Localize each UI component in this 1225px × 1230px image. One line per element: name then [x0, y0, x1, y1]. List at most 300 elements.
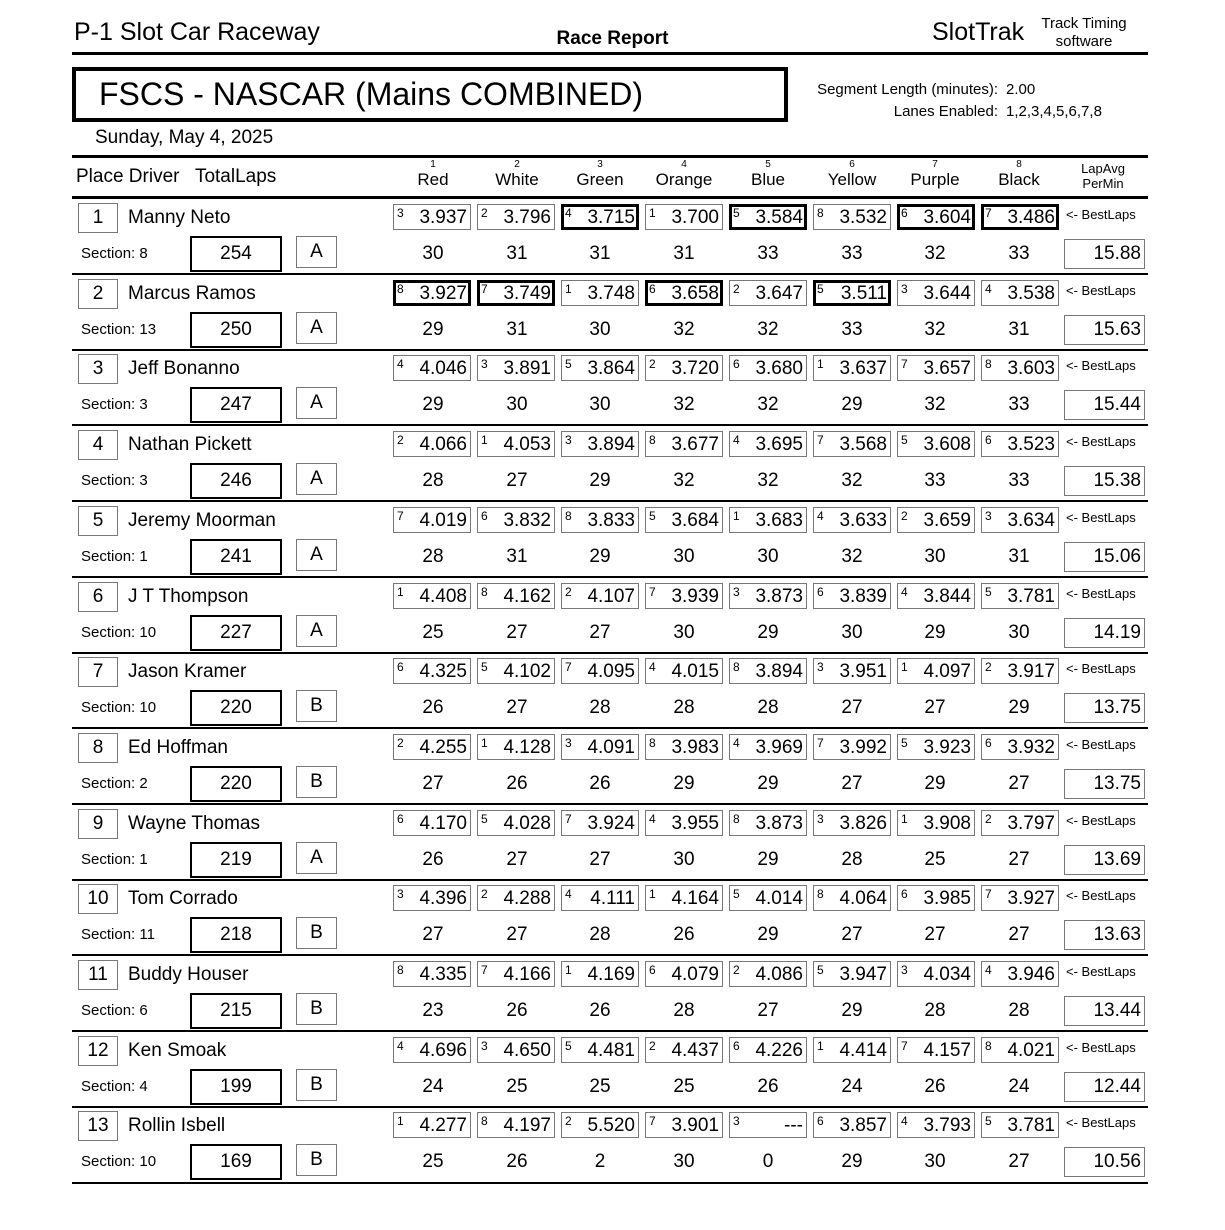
lap-time: 4.288: [503, 888, 551, 909]
lap-time: 3.511: [840, 283, 887, 304]
driver-name: Rollin Isbell: [128, 1115, 226, 1136]
heat-number: 4: [649, 660, 656, 674]
heat-number: 7: [901, 1039, 908, 1053]
lane-best-lap-cell: [981, 658, 1059, 684]
heat-number: 5: [565, 1039, 572, 1053]
heat-number: 3: [733, 585, 740, 599]
lap-time: 3.969: [755, 737, 803, 758]
section-label: Section: 1: [81, 548, 148, 565]
lane-best-lap-cell: [393, 204, 471, 230]
lane-best-lap-cell: [729, 810, 807, 836]
lane-best-lap-cell: [645, 734, 723, 760]
lap-time: 3.634: [1007, 510, 1055, 531]
heat-number: 6: [733, 1039, 740, 1053]
lap-time: 3.985: [923, 888, 971, 909]
brand-name: SlotTrak: [932, 18, 1025, 46]
lane-lap-count: 31: [506, 546, 528, 567]
lane-best-lap-cell: [645, 658, 723, 684]
lane-best-lap-cell: [561, 734, 639, 760]
heat-number: 8: [733, 660, 740, 674]
total-laps: 199: [190, 1069, 282, 1105]
lane-lap-count: 27: [757, 1000, 779, 1021]
heat-number: 2: [901, 509, 908, 523]
place-number: 2: [78, 279, 118, 309]
lane-header-2: [475, 160, 559, 190]
report-label: Race Report: [556, 28, 669, 49]
heat-number: 4: [901, 585, 908, 599]
row-divider: [72, 273, 1148, 275]
lane-lap-count: 30: [673, 546, 695, 567]
lane-lap-count: 32: [757, 470, 779, 491]
lap-time: 3.683: [755, 510, 803, 531]
heat-number: 4: [733, 433, 740, 447]
lane-best-lap-cell: [897, 280, 975, 306]
lap-time: 3.927: [419, 283, 467, 304]
lane-best-lap-cell: [813, 280, 891, 306]
heat-number: 3: [733, 1114, 740, 1128]
heat-number: 8: [481, 1114, 488, 1128]
total-laps: 241: [190, 539, 282, 575]
heat-number: 8: [985, 357, 992, 371]
heat-number: 2: [649, 1039, 656, 1053]
total-laps: 254: [190, 236, 282, 272]
lane-best-lap-cell: [897, 885, 975, 911]
heat-number: 8: [649, 433, 656, 447]
heat-number: 1: [397, 1114, 404, 1128]
row-divider: [72, 1030, 1148, 1032]
lap-average: 13.75: [1064, 693, 1145, 723]
lap-time: 3.844: [923, 586, 971, 607]
lane-color: Yellow: [827, 170, 877, 189]
total-laps: 247: [190, 387, 282, 423]
lane-best-lap-cell: [813, 658, 891, 684]
heat-number: 1: [901, 660, 908, 674]
heat-number: 2: [397, 433, 404, 447]
lane-header-3: [558, 160, 642, 190]
lap-time: 4.696: [419, 1040, 467, 1061]
driver-name: Marcus Ramos: [128, 283, 256, 304]
lap-time: 3.908: [923, 813, 971, 834]
lap-time: 3.894: [755, 661, 803, 682]
lane-best-lap-cell: [981, 1112, 1059, 1138]
lane-lap-count: 27: [1008, 849, 1030, 870]
heat-number: 7: [649, 1114, 656, 1128]
lane-lap-count: 29: [589, 546, 611, 567]
driver-name: Jason Kramer: [128, 661, 247, 682]
section-label: Section: 3: [81, 472, 148, 489]
lane-color: Blue: [750, 170, 786, 189]
lane-lap-count: 27: [506, 849, 528, 870]
lane-best-lap-cell: [477, 961, 555, 987]
lane-best-lap-cell: [813, 583, 891, 609]
lap-time: 4.481: [587, 1040, 635, 1061]
lane-best-lap-cell: [981, 885, 1059, 911]
lane-best-lap-cell: [477, 507, 555, 533]
lane-best-lap-cell: [561, 961, 639, 987]
heat-number: 5: [481, 660, 488, 674]
row-divider: [72, 424, 1148, 426]
lane-best-lap-cell: [813, 1112, 891, 1138]
lane-lap-count: 29: [757, 773, 779, 794]
lane-best-lap-cell: [645, 507, 723, 533]
lane-best-lap-cell: [645, 431, 723, 457]
race-date: Sunday, May 4, 2025: [95, 127, 274, 148]
heat-number: 4: [985, 282, 992, 296]
venue-name: P-1 Slot Car Raceway: [74, 18, 320, 46]
lap-time: 4.066: [419, 434, 467, 455]
lap-time: 4.650: [503, 1040, 551, 1061]
lane-best-lap-cell: [477, 431, 555, 457]
heat-number: 4: [733, 736, 740, 750]
lap-time: 3.486: [1007, 207, 1055, 228]
lap-time: 3.901: [671, 1115, 719, 1136]
lane-best-lap-cell: [729, 355, 807, 381]
lap-time: 3.677: [671, 434, 719, 455]
lap-time: 4.046: [419, 358, 467, 379]
lane-lap-count: 25: [589, 1076, 611, 1097]
class-letter: A: [296, 615, 337, 647]
lap-time: 3.749: [503, 283, 551, 304]
lane-best-lap-cell: [813, 355, 891, 381]
lane-lap-count: 30: [673, 622, 695, 643]
heat-number: 6: [985, 736, 992, 750]
heat-number: 2: [565, 585, 572, 599]
heat-number: 7: [565, 812, 572, 826]
lane-lap-count: 26: [422, 849, 444, 870]
section-label: Section: 13: [81, 321, 157, 338]
lane-best-lap-cell: [477, 658, 555, 684]
lane-best-lap-cell: [729, 1112, 807, 1138]
lap-average: 12.44: [1064, 1072, 1145, 1102]
lap-average: 15.88: [1064, 239, 1145, 269]
lane-lap-count: 25: [422, 1151, 444, 1172]
row-divider: [72, 576, 1148, 578]
lane-lap-count: 29: [924, 773, 946, 794]
lap-time: 3.781: [1007, 586, 1055, 607]
lap-time: 3.659: [923, 510, 971, 531]
lap-time: 4.226: [755, 1040, 803, 1061]
lane-best-lap-cell: [645, 810, 723, 836]
lane-lap-count: 31: [1008, 319, 1030, 340]
lane-lap-count: 29: [757, 924, 779, 945]
lane-lap-count: 25: [506, 1076, 528, 1097]
lane-lap-count: 0: [762, 1151, 774, 1172]
lane-best-lap-cell: [393, 280, 471, 306]
lane-best-lap-cell: [393, 961, 471, 987]
section-label: Section: 1: [81, 851, 148, 868]
lane-lap-count: 27: [924, 924, 946, 945]
lap-time: 5.520: [587, 1115, 635, 1136]
place-number: 9: [78, 809, 118, 839]
heat-number: 2: [985, 812, 992, 826]
lap-time: 4.169: [587, 964, 635, 985]
heat-number: 8: [481, 585, 488, 599]
brand-subtitle: [1032, 15, 1136, 51]
lane-header-6: [810, 160, 894, 190]
heat-number: 6: [985, 433, 992, 447]
lap-time: 3.604: [923, 207, 971, 228]
heat-number: 4: [565, 206, 572, 220]
heat-number: 8: [985, 1039, 992, 1053]
place-number: 8: [78, 733, 118, 763]
class-letter: A: [296, 463, 337, 495]
lane-lap-count: 27: [506, 924, 528, 945]
heat-number: 3: [481, 357, 488, 371]
lap-time: 3.633: [839, 510, 887, 531]
heat-number: 6: [397, 660, 404, 674]
lane-best-lap-cell: [561, 810, 639, 836]
heat-number: 7: [397, 509, 404, 523]
lane-lap-count: 27: [589, 622, 611, 643]
lane-best-lap-cell: [813, 885, 891, 911]
lap-average: 15.44: [1064, 390, 1145, 420]
segment-length-label: Segment Length (minutes):: [817, 81, 998, 98]
class-letter: B: [296, 766, 337, 798]
column-header-lapavg: [1064, 161, 1142, 191]
lane-best-lap-cell: [477, 734, 555, 760]
lane-color: White: [495, 170, 539, 189]
row-divider: [72, 803, 1148, 805]
lane-lap-count: 27: [506, 470, 528, 491]
lane-best-lap-cell: [561, 204, 639, 230]
driver-name: Wayne Thomas: [128, 813, 260, 834]
top-divider: [72, 52, 1148, 55]
lane-header-8: [977, 160, 1061, 190]
place-number: 10: [78, 884, 118, 914]
lap-time: 4.015: [671, 661, 719, 682]
lap-time: 3.826: [839, 813, 887, 834]
lap-time: 4.128: [503, 737, 551, 758]
lane-best-lap-cell: [897, 734, 975, 760]
lane-best-lap-cell: [897, 658, 975, 684]
driver-name: Jeff Bonanno: [128, 358, 240, 379]
bestlaps-label: <- BestLaps: [1066, 510, 1136, 525]
lane-best-lap-cell: [897, 1112, 975, 1138]
lap-time: 3.947: [839, 964, 887, 985]
lap-time: 4.095: [587, 661, 635, 682]
place-number: 1: [78, 203, 118, 233]
lane-best-lap-cell: [813, 1037, 891, 1063]
lap-time: 3.992: [839, 737, 887, 758]
lane-lap-count: 25: [422, 622, 444, 643]
lane-best-lap-cell: [981, 280, 1059, 306]
section-label: Section: 11: [81, 926, 155, 943]
class-letter: A: [296, 236, 337, 268]
lane-lap-count: 33: [757, 243, 779, 264]
heat-number: 8: [733, 812, 740, 826]
lap-time: 4.164: [671, 888, 719, 909]
lap-time: 3.647: [755, 283, 803, 304]
lap-average: 15.38: [1064, 466, 1145, 496]
lane-lap-count: 30: [757, 546, 779, 567]
lane-best-lap-cell: [645, 885, 723, 911]
lane-best-lap-cell: [477, 810, 555, 836]
lane-lap-count: 30: [924, 1151, 946, 1172]
lap-time: 3.603: [1007, 358, 1055, 379]
heat-number: 4: [397, 1039, 404, 1053]
lap-time: 4.197: [503, 1115, 551, 1136]
lane-lap-count: 26: [506, 1151, 528, 1172]
bestlaps-label: <- BestLaps: [1066, 888, 1136, 903]
heat-number: 7: [817, 736, 824, 750]
lane-lap-count: 27: [841, 773, 863, 794]
heat-number: 3: [397, 887, 404, 901]
section-label: Section: 8: [81, 245, 148, 262]
lap-time: 4.107: [587, 586, 635, 607]
lane-lap-count: 27: [589, 849, 611, 870]
lane-best-lap-cell: [561, 355, 639, 381]
heat-number: 4: [817, 509, 824, 523]
lane-lap-count: 26: [422, 697, 444, 718]
lane-lap-count: 25: [673, 1076, 695, 1097]
lane-best-lap-cell: [813, 961, 891, 987]
heat-number: 5: [565, 357, 572, 371]
lane-lap-count: 26: [589, 1000, 611, 1021]
total-laps: 215: [190, 993, 282, 1029]
lane-number: 2: [514, 159, 520, 170]
lane-lap-count: 29: [1008, 697, 1030, 718]
lane-best-lap-cell: [729, 734, 807, 760]
lane-best-lap-cell: [477, 1112, 555, 1138]
heat-number: 1: [733, 509, 740, 523]
lane-lap-count: 27: [841, 697, 863, 718]
segment-length-value: 2.00: [1006, 81, 1036, 98]
lap-time: 3.695: [755, 434, 803, 455]
lane-best-lap-cell: [729, 658, 807, 684]
lap-time: 3.951: [839, 661, 887, 682]
row-divider: [72, 500, 1148, 502]
lane-header-1: [391, 160, 475, 190]
heat-number: 7: [481, 282, 488, 296]
driver-name: J T Thompson: [128, 586, 249, 607]
bestlaps-label: <- BestLaps: [1066, 813, 1136, 828]
lane-lap-count: 32: [924, 319, 946, 340]
heat-number: 3: [817, 812, 824, 826]
place-number: 6: [78, 582, 118, 612]
lane-number: 5: [765, 159, 771, 170]
class-letter: A: [296, 312, 337, 344]
lane-best-lap-cell: [813, 204, 891, 230]
total-laps: 220: [190, 766, 282, 802]
lap-time: 3.983: [671, 737, 719, 758]
lane-lap-count: 27: [1008, 773, 1030, 794]
lane-lap-count: 32: [673, 394, 695, 415]
place-number: 12: [78, 1036, 118, 1066]
lane-lap-count: 27: [1008, 1151, 1030, 1172]
lane-lap-count: 31: [673, 243, 695, 264]
lap-time: 3.796: [503, 207, 551, 228]
lane-best-lap-cell: [981, 583, 1059, 609]
lane-lap-count: 32: [757, 394, 779, 415]
lane-lap-count: 29: [422, 394, 444, 415]
place-number: 7: [78, 657, 118, 687]
lane-lap-count: 32: [924, 394, 946, 415]
lane-lap-count: 29: [757, 849, 779, 870]
bestlaps-label: <- BestLaps: [1066, 661, 1136, 676]
lap-average: 14.19: [1064, 618, 1145, 648]
lap-time: 4.414: [839, 1040, 887, 1061]
lane-best-lap-cell: [393, 810, 471, 836]
lane-color: Orange: [655, 170, 713, 189]
lane-lap-count: 23: [422, 1000, 444, 1021]
heat-number: 6: [817, 585, 824, 599]
lane-lap-count: 28: [589, 924, 611, 945]
lane-number: 8: [1016, 159, 1022, 170]
lap-time: 3.715: [587, 207, 635, 228]
lane-lap-count: 24: [841, 1076, 863, 1097]
lane-best-lap-cell: [729, 204, 807, 230]
heat-number: 5: [649, 509, 656, 523]
heat-number: 2: [481, 206, 488, 220]
heat-number: 5: [817, 963, 824, 977]
heat-number: 6: [733, 357, 740, 371]
heat-number: 1: [565, 963, 572, 977]
lane-lap-count: 32: [673, 319, 695, 340]
column-header-place-driver: Place Driver TotalLaps: [76, 166, 277, 187]
lane-header-7: [893, 160, 977, 190]
lap-time: 3.832: [503, 510, 551, 531]
lap-time: 4.091: [587, 737, 635, 758]
lap-time: 3.720: [671, 358, 719, 379]
lap-time: 3.680: [755, 358, 803, 379]
heat-number: 5: [985, 585, 992, 599]
lane-best-lap-cell: [645, 583, 723, 609]
heat-number: 3: [565, 433, 572, 447]
lane-lap-count: 31: [506, 319, 528, 340]
lane-lap-count: 31: [506, 243, 528, 264]
lap-time: 3.793: [923, 1115, 971, 1136]
lane-lap-count: 27: [422, 924, 444, 945]
lane-best-lap-cell: [561, 658, 639, 684]
lane-best-lap-cell: [645, 1037, 723, 1063]
lane-best-lap-cell: [561, 1112, 639, 1138]
heat-number: 2: [733, 963, 740, 977]
lap-time: 4.396: [419, 888, 467, 909]
heat-number: 8: [817, 887, 824, 901]
lane-lap-count: 33: [1008, 394, 1030, 415]
lane-best-lap-cell: [393, 885, 471, 911]
heat-number: 2: [397, 736, 404, 750]
lane-lap-count: 33: [841, 319, 863, 340]
lane-best-lap-cell: [981, 961, 1059, 987]
lap-time: 3.684: [671, 510, 719, 531]
lane-lap-count: 31: [1008, 546, 1030, 567]
lap-time: 4.014: [755, 888, 803, 909]
heat-number: 6: [481, 509, 488, 523]
lane-number: 3: [597, 159, 603, 170]
heat-number: 6: [649, 282, 656, 296]
lane-best-lap-cell: [645, 961, 723, 987]
lane-lap-count: 33: [924, 470, 946, 491]
heat-number: 3: [817, 660, 824, 674]
place-number: 13: [78, 1111, 118, 1141]
lane-lap-count: 26: [924, 1076, 946, 1097]
lap-time: 3.532: [839, 207, 887, 228]
lane-lap-count: 28: [841, 849, 863, 870]
lane-lap-count: 29: [841, 1000, 863, 1021]
class-letter: A: [296, 842, 337, 874]
heat-number: 7: [565, 660, 572, 674]
lane-best-lap-cell: [393, 1112, 471, 1138]
lane-best-lap-cell: [729, 961, 807, 987]
lap-time: 4.021: [1007, 1040, 1055, 1061]
class-letter: B: [296, 993, 337, 1025]
lap-average: 13.44: [1064, 996, 1145, 1026]
section-label: Section: 6: [81, 1002, 148, 1019]
lap-time: 4.064: [839, 888, 887, 909]
lane-lap-count: 32: [841, 470, 863, 491]
lap-time: 4.335: [419, 964, 467, 985]
